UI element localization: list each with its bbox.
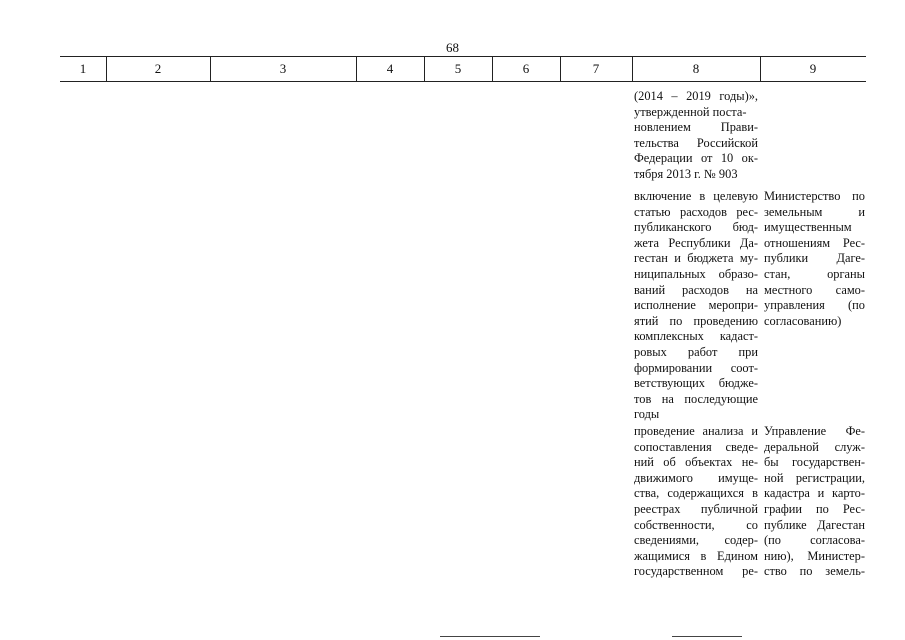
page-number: 68: [446, 40, 459, 55]
text-line: деральной служ-: [764, 439, 865, 454]
text-line: государственном ре-: [634, 564, 758, 579]
text-line: комплексных кадаст-: [634, 329, 758, 344]
block-2-col8-text: [634, 189, 758, 423]
text-line: собственности, со: [634, 517, 758, 532]
block-1-col8-text: [634, 89, 758, 183]
text-line: (по согласова-: [764, 533, 865, 548]
text-line: включение в целевую: [634, 189, 758, 203]
column-header-9: 9: [809, 61, 817, 76]
text-line: ваний расходов на: [634, 282, 758, 297]
text-line: тов на последующие: [634, 391, 758, 406]
text-line: сопоставления сведе-: [634, 439, 758, 454]
text-line: статью расходов рес-: [634, 204, 758, 219]
text-line: ной регистрации,: [764, 470, 865, 485]
text-line: формировании соот-: [634, 360, 758, 375]
text-line: Министерство по: [764, 189, 865, 203]
text-line: исполнение меропри-: [634, 298, 758, 313]
text-line: ятий по проведению: [634, 313, 758, 328]
text-line: стан, органы: [764, 266, 865, 281]
text-line: графии по Рес-: [764, 501, 865, 516]
text-line: ства, содержащихся в: [634, 486, 758, 501]
text-line: публиканского бюд-: [634, 220, 758, 235]
column-header-7: 7: [592, 61, 600, 76]
text-line: бы государствен-: [764, 455, 865, 470]
text-line: утвержденной поста-: [634, 104, 747, 119]
text-line: новлением Прави-: [634, 120, 758, 135]
text-line: (2014 – 2019 годы)»,: [634, 89, 758, 103]
text-line: отношениям Рес-: [764, 235, 865, 250]
text-line: управления (по: [764, 298, 865, 313]
text-line: местного само-: [764, 282, 865, 297]
text-line: ство по земель-: [764, 564, 865, 579]
column-header-6: 6: [522, 61, 530, 76]
column-header-2: 2: [154, 61, 162, 76]
text-line: ний об объектах не-: [634, 455, 758, 470]
text-line: согласованию): [764, 313, 842, 328]
column-header-8: 8: [692, 61, 700, 76]
text-line: ниципальных образо-: [634, 266, 758, 281]
text-line: кадастра и карто-: [764, 486, 865, 501]
text-line: Управление Фе-: [764, 424, 865, 438]
text-line: ветствующих бюдже-: [634, 376, 758, 391]
block-3-col9-text: [764, 424, 865, 580]
text-line: сведениями, содер-: [634, 533, 758, 548]
text-line: гестан и бюджета му-: [634, 251, 758, 266]
column-header-5: 5: [454, 61, 462, 76]
column-header-4: 4: [386, 61, 394, 76]
text-line: проведение анализа и: [634, 424, 758, 438]
text-line: Федерации от 10 ок-: [634, 151, 758, 166]
text-line: публики Даге-: [764, 251, 865, 266]
text-line: тельства Российской: [634, 135, 758, 150]
text-line: ровых работ при: [634, 344, 758, 359]
text-line: тября 2013 г. № 903: [634, 166, 738, 181]
block-3-col8-text: [634, 424, 758, 580]
column-header-3: 3: [279, 61, 287, 76]
table-header-row: [60, 56, 866, 82]
column-header-1: 1: [79, 61, 87, 76]
text-line: годы: [634, 407, 660, 422]
block-2-col9-text: [764, 189, 865, 329]
text-line: публике Дагестан: [764, 517, 865, 532]
scan-artifact-line: [672, 636, 742, 637]
text-line: имущественным: [764, 220, 852, 235]
scan-artifact-line: [440, 636, 540, 637]
text-line: реестрах публичной: [634, 501, 758, 516]
text-line: движимого имуще-: [634, 470, 758, 485]
text-line: жащимися в Едином: [634, 548, 758, 563]
text-line: нию), Министер-: [764, 548, 865, 563]
text-line: земельным и: [764, 204, 865, 219]
text-line: жета Республики Да-: [634, 235, 758, 250]
